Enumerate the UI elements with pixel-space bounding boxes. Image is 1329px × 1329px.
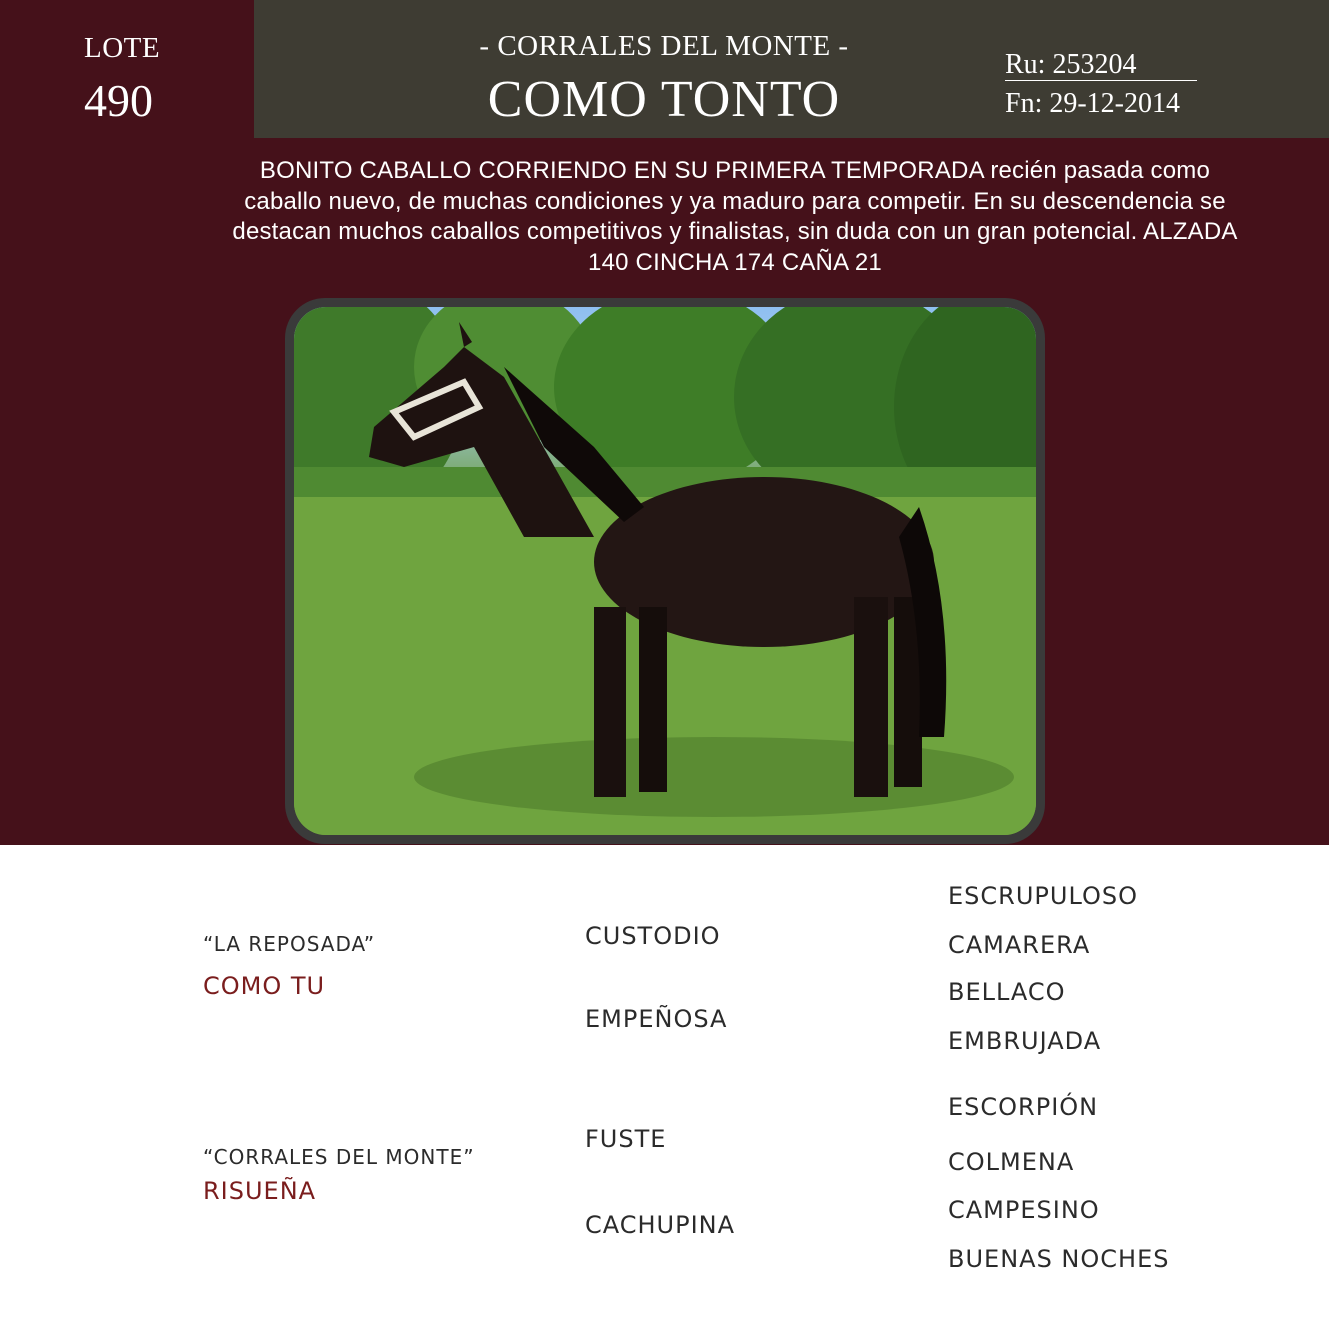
great-grandparent-2: CAMARERA — [948, 931, 1091, 959]
grandparent-sire-sire: CUSTODIO — [585, 922, 721, 950]
great-grandparent-6: COLMENA — [948, 1148, 1075, 1176]
breeder-name: - CORRALES DEL MONTE - — [479, 30, 849, 62]
birth-date: Fn: 29-12-2014 — [1005, 88, 1180, 119]
great-grandparent-7: CAMPESINO — [948, 1196, 1100, 1224]
lote-label: LOTE — [84, 32, 161, 64]
grandparent-sire-dam: EMPEÑOSA — [585, 1005, 728, 1033]
grandparent-dam-sire: FUSTE — [585, 1125, 667, 1153]
great-grandparent-1: ESCRUPULOSO — [948, 882, 1138, 910]
grandparent-dam-dam: CACHUPINA — [585, 1211, 736, 1239]
lote-number: 490 — [84, 75, 153, 126]
horse-name: COMO TONTO — [487, 71, 841, 128]
horse-description: BONITO CABALLO CORRIENDO EN SU PRIMERA TEMPORADA recién pasada como caballo nuevo, de muchas condiciones y ya maduro para competir. En su descendencia se destacan muchos caballos competitivos y finalistas, sin duda con un gran potencial. ALZADA 140 CINCHA 174 CAÑA 21 — [232, 157, 1238, 276]
registration-number: Ru: 253204 — [1005, 50, 1197, 81]
sire-breeder: “LA REPOSADA” — [203, 932, 376, 956]
great-grandparent-5: ESCORPIÓN — [948, 1093, 1099, 1121]
dam-name: RISUEÑA — [203, 1177, 317, 1205]
horse-photo — [294, 307, 1036, 835]
great-grandparent-3: BELLACO — [948, 978, 1066, 1006]
great-grandparent-4: EMBRUJADA — [948, 1027, 1102, 1055]
horse-photo-icon — [294, 307, 1036, 835]
sire-name: COMO TU — [203, 972, 326, 1000]
dam-breeder: “CORRALES DEL MONTE” — [203, 1145, 475, 1169]
great-grandparent-8: BUENAS NOCHES — [948, 1245, 1170, 1273]
photo-frame — [285, 298, 1045, 844]
